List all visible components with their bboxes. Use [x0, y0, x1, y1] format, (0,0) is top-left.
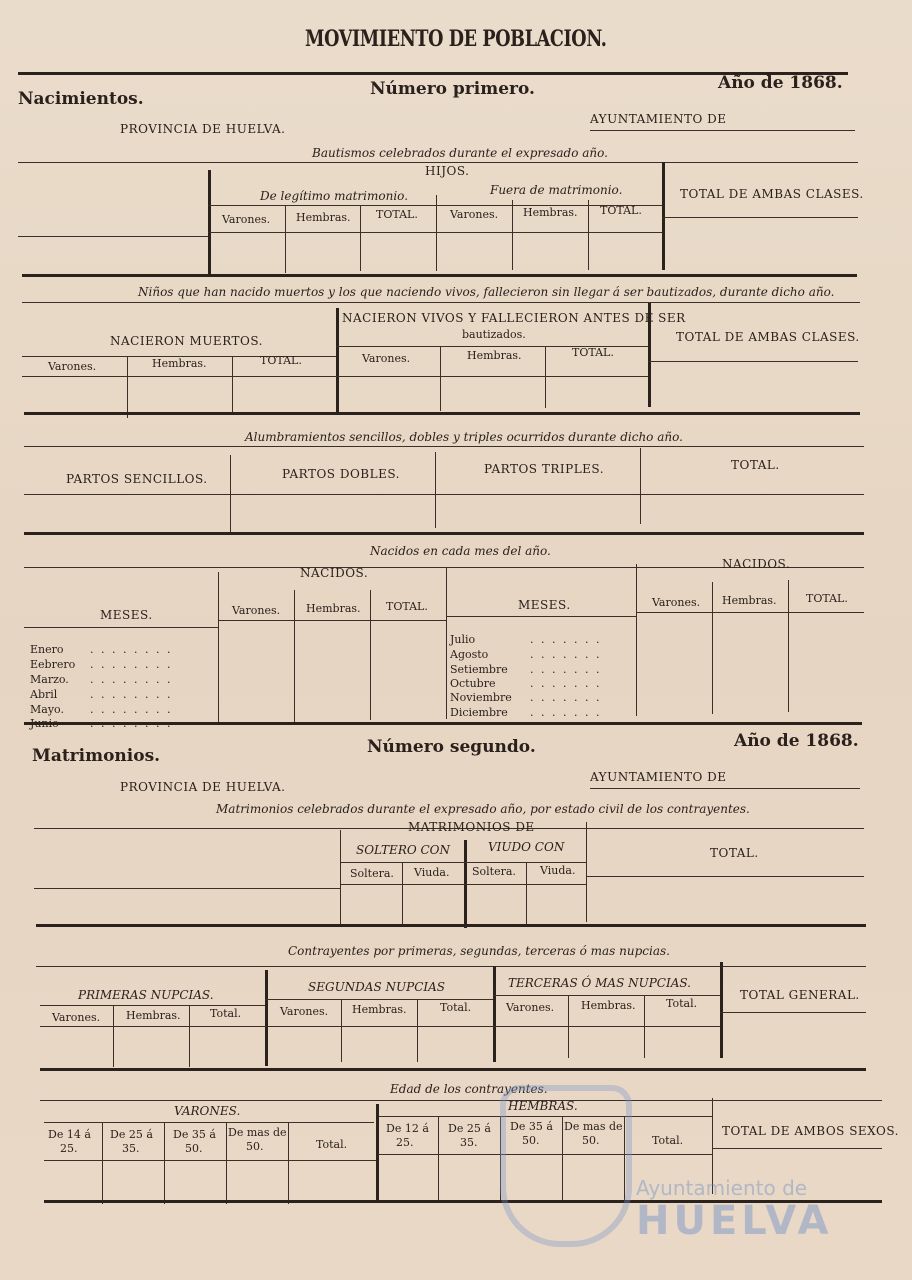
col-divider	[164, 1122, 165, 1204]
month-row: Marzo.	[30, 673, 69, 686]
col-divider	[512, 200, 513, 270]
provincia-label: PROVINCIA DE HUELVA.	[120, 122, 286, 136]
col-divider	[376, 1104, 379, 1202]
municipal-seal-watermark	[500, 1085, 632, 1247]
col-divider	[336, 308, 339, 414]
col-total: Total.	[666, 997, 698, 1010]
col-divider	[370, 590, 371, 720]
col-hembras: Hembras.	[296, 211, 351, 224]
col-divider	[545, 346, 546, 408]
age-range-label: 50.	[246, 1140, 264, 1153]
leader-dots: . . . . . . .	[530, 633, 602, 646]
nacieron-muertos-header: NACIERON MUERTOS.	[110, 334, 263, 348]
age-range-label: De 35 á	[510, 1120, 553, 1133]
col-divider	[265, 970, 268, 1066]
age-range-label: De mas de	[564, 1120, 623, 1133]
partos-triples: PARTOS TRIPLES.	[484, 462, 605, 476]
table-estado-civil-caption: Matrimonios celebrados durante el expresado año, por estado civil de los contrayentes.	[216, 802, 750, 816]
col-divider	[588, 200, 589, 270]
col-divider	[288, 1122, 289, 1204]
col-soltera: Soltera.	[472, 865, 516, 878]
section-nacimientos-number: Número primero.	[370, 79, 535, 99]
table-border	[36, 966, 866, 967]
month-row: Diciembre	[450, 706, 508, 719]
age-range-label: De 35 á	[173, 1128, 216, 1141]
col-divider	[226, 1122, 227, 1204]
leader-dots: . . . . . . . .	[90, 688, 173, 701]
ayuntamiento-label: AYUNTAMIENTO DE	[590, 770, 727, 784]
table-border	[24, 722, 862, 725]
col-divider	[285, 205, 286, 273]
ayuntamiento-label: AYUNTAMIENTO DE	[590, 112, 727, 126]
age-range-label: De 25 á	[110, 1128, 153, 1141]
leader-dots: . . . . . . .	[530, 706, 602, 719]
page-title: MOVIMIENTO DE POBLACION.	[305, 26, 607, 52]
table-partos-caption: Alumbramientos sencillos, dobles y triples ocurridos durante dicho año.	[245, 430, 683, 444]
provincia-label: PROVINCIA DE HUELVA.	[120, 780, 286, 794]
viudo-con-header: VIUDO CON	[488, 840, 565, 854]
matrimonios-de-header: MATRIMONIOS DE	[408, 820, 535, 834]
col-varones: Varones.	[52, 1011, 101, 1024]
month-row: Abril	[30, 688, 58, 701]
section-matrimonios-label: Matrimonios.	[32, 746, 161, 766]
table-nupcias-caption: Contrayentes por primeras, segundas, terceras ó mas nupcias.	[288, 944, 670, 958]
month-row: Mayo.	[30, 703, 64, 716]
age-range-label: 35.	[122, 1142, 140, 1155]
section-nacimientos-year: Año de 1868.	[718, 73, 843, 93]
col-varones: Varones.	[652, 596, 701, 609]
leader-dots: . . . . . . . .	[90, 703, 173, 716]
meses-header: MESES.	[100, 608, 153, 622]
row-divider	[44, 1160, 376, 1161]
ayuntamiento-line	[590, 788, 860, 789]
table-border	[24, 532, 864, 535]
col-varones: Varones.	[450, 208, 499, 221]
col-varones: Varones.	[222, 213, 271, 226]
terceras-nupcias-header: TERCERAS Ó MAS NUPCIAS.	[508, 976, 691, 990]
col-varones: Varones.	[280, 1005, 329, 1018]
partos-dobles: PARTOS DOBLES.	[282, 467, 400, 481]
col-divider	[435, 452, 436, 528]
watermark-line2: HUELVA	[636, 1198, 833, 1244]
total-ambas-clases: TOTAL DE AMBAS CLASES.	[680, 187, 864, 201]
partos-total: TOTAL.	[731, 458, 780, 472]
col-divider	[436, 195, 437, 271]
col-hembras: Hembras.	[352, 1003, 407, 1016]
col-total: Total.	[316, 1138, 348, 1151]
meses-header: MESES.	[518, 598, 571, 612]
table-border	[40, 1100, 882, 1101]
col-divider	[340, 830, 341, 926]
table-bautismos-caption: Bautismos celebrados durante el expresado año.	[312, 146, 608, 160]
age-range-label: 25.	[396, 1136, 414, 1149]
table-meses-caption: Nacidos en cada mes del año.	[370, 544, 551, 558]
col-divider	[636, 564, 637, 716]
leader-dots: . . . . . . .	[530, 691, 602, 704]
col-divider	[788, 580, 789, 712]
col-total: Total.	[210, 1007, 242, 1020]
col-hembras: Hembras.	[126, 1009, 181, 1022]
row-divider	[40, 1005, 265, 1006]
age-range-label: De 14 á	[48, 1128, 91, 1141]
row-divider	[24, 627, 218, 628]
leader-dots: . . . . . . .	[530, 663, 602, 676]
leader-dots: . . . . . . . .	[90, 673, 173, 686]
row-divider	[18, 236, 208, 237]
col-divider	[526, 862, 527, 924]
col-total: Total.	[652, 1134, 684, 1147]
col-total: TOTAL.	[806, 592, 848, 605]
col-divider	[662, 162, 665, 270]
month-row: Agosto	[450, 648, 489, 661]
age-range-label: 50.	[582, 1134, 600, 1147]
month-row: Eebrero	[30, 658, 76, 671]
leader-dots: . . . . . . .	[530, 677, 602, 690]
row-divider	[446, 616, 636, 617]
soltero-con-header: SOLTERO CON	[356, 843, 451, 857]
nacidos-header: NACIDOS.	[300, 566, 369, 580]
section-nacimientos-label: Nacimientos.	[18, 89, 144, 109]
col-divider	[208, 170, 211, 276]
table-border	[22, 274, 857, 277]
row-divider	[22, 376, 648, 377]
col-divider	[402, 862, 403, 926]
leader-dots: . . . . . . .	[530, 648, 602, 661]
age-range-label: De 25 á	[448, 1122, 491, 1135]
row-divider	[493, 995, 720, 996]
section-matrimonios-year: Año de 1868.	[734, 731, 859, 751]
row-divider	[648, 361, 858, 362]
row-divider	[265, 999, 493, 1000]
col-hembras: Hembras.	[467, 349, 522, 362]
col-divider	[360, 205, 361, 271]
col-varones: Varones.	[506, 1001, 555, 1014]
fuera-header: Fuera de matrimonio.	[490, 183, 623, 197]
month-row: Noviembre	[450, 691, 512, 704]
age-range-label: De 12 á	[386, 1122, 429, 1135]
col-viuda: Viuda.	[540, 864, 576, 877]
age-range-label: 50.	[185, 1142, 203, 1155]
col-total: TOTAL.	[260, 354, 302, 367]
varones-header: VARONES.	[174, 1104, 241, 1118]
col-total: Total.	[440, 1001, 472, 1014]
legitimo-header: De legítimo matrimonio.	[260, 189, 409, 203]
col-divider	[438, 1116, 439, 1200]
col-varones: Varones.	[48, 360, 97, 373]
col-soltera: Soltera.	[350, 867, 394, 880]
col-hembras: Hembras.	[306, 602, 361, 615]
total-general: TOTAL GENERAL.	[740, 988, 860, 1002]
col-hembras: Hembras.	[152, 357, 207, 370]
col-divider	[102, 1122, 103, 1204]
row-divider	[586, 876, 864, 877]
col-divider	[440, 346, 441, 411]
leader-dots: . . . . . . . .	[90, 717, 173, 730]
partos-sencillos: PARTOS SENCILLOS.	[66, 472, 208, 486]
col-divider	[446, 567, 447, 719]
month-row: Junio	[30, 717, 59, 730]
nacieron-vivos-subheader: bautizados.	[462, 328, 526, 341]
col-divider	[294, 590, 295, 722]
table-border	[24, 412, 860, 415]
table-edad-caption: Edad de los contrayentes.	[390, 1082, 548, 1096]
col-divider	[189, 1005, 190, 1067]
section-matrimonios-number: Número segundo.	[367, 737, 536, 757]
age-range-label: 50.	[522, 1134, 540, 1147]
total-ambas-clases: TOTAL DE AMBAS CLASES.	[676, 330, 860, 344]
age-range-label: De mas de	[228, 1126, 287, 1139]
row-divider	[218, 620, 446, 621]
col-hembras: Hembras.	[581, 999, 636, 1012]
segundas-nupcias-header: SEGUNDAS NUPCIAS	[308, 980, 445, 994]
col-divider	[586, 822, 587, 922]
col-varones: Varones.	[232, 604, 281, 617]
row-divider	[44, 1122, 374, 1123]
col-divider	[218, 572, 219, 724]
row-divider	[662, 217, 858, 218]
month-row: Setiembre	[450, 663, 508, 676]
col-divider	[712, 582, 713, 714]
row-divider	[34, 888, 340, 889]
row-divider	[712, 1148, 882, 1149]
hembras-header: HEMBRAS.	[508, 1099, 578, 1113]
row-divider	[208, 232, 662, 233]
ayuntamiento-line	[590, 130, 855, 131]
col-divider	[640, 448, 641, 524]
age-range-label: 35.	[460, 1136, 478, 1149]
table-border	[36, 924, 866, 927]
month-row: Julio	[450, 633, 476, 646]
row-divider	[340, 884, 586, 885]
col-total: TOTAL.	[600, 204, 642, 217]
table-border	[22, 302, 860, 303]
col-hembras: Hembras.	[722, 594, 777, 607]
month-row: Enero	[30, 643, 64, 656]
total-label: TOTAL.	[710, 846, 759, 860]
row-divider	[340, 862, 586, 863]
row-divider	[208, 205, 662, 206]
hijos-header: HIJOS.	[425, 164, 470, 178]
age-range-label: 25.	[60, 1142, 78, 1155]
row-divider	[40, 1026, 720, 1027]
row-divider	[720, 1012, 866, 1013]
table-border	[18, 162, 858, 163]
col-total: TOTAL.	[572, 346, 614, 359]
col-divider	[127, 357, 128, 418]
col-viuda: Viuda.	[414, 866, 450, 879]
table-border	[40, 1068, 866, 1071]
col-hembras: Hembras.	[523, 206, 578, 219]
watermark-line1: Ayuntamiento de	[636, 1176, 808, 1200]
col-divider	[113, 1005, 114, 1067]
col-divider	[341, 999, 342, 1062]
nacidos-header: NACIDOS.	[722, 557, 791, 571]
col-divider	[417, 999, 418, 1062]
total-ambos-sexos: TOTAL DE AMBOS SEXOS.	[722, 1124, 899, 1138]
nacieron-vivos-header: NACIERON VIVOS Y FALLECIERON ANTES DE SER	[342, 311, 686, 325]
row-divider	[24, 494, 864, 495]
month-row: Octubre	[450, 677, 496, 690]
leader-dots: . . . . . . . .	[90, 643, 173, 656]
col-divider	[493, 966, 496, 1062]
col-varones: Varones.	[362, 352, 411, 365]
table-muertos-caption: Niños que han nacido muertos y los que naciendo vivos, fallecieron sin llegar á ser bautizados, durante dicho año.	[138, 285, 835, 299]
col-divider	[232, 357, 233, 415]
col-divider	[720, 962, 723, 1058]
primeras-nupcias-header: PRIMERAS NUPCIAS.	[78, 988, 214, 1002]
col-total: TOTAL.	[376, 208, 418, 221]
col-total: TOTAL.	[386, 600, 428, 613]
table-border	[24, 446, 864, 447]
row-divider	[636, 612, 864, 613]
leader-dots: . . . . . . . .	[90, 658, 173, 671]
